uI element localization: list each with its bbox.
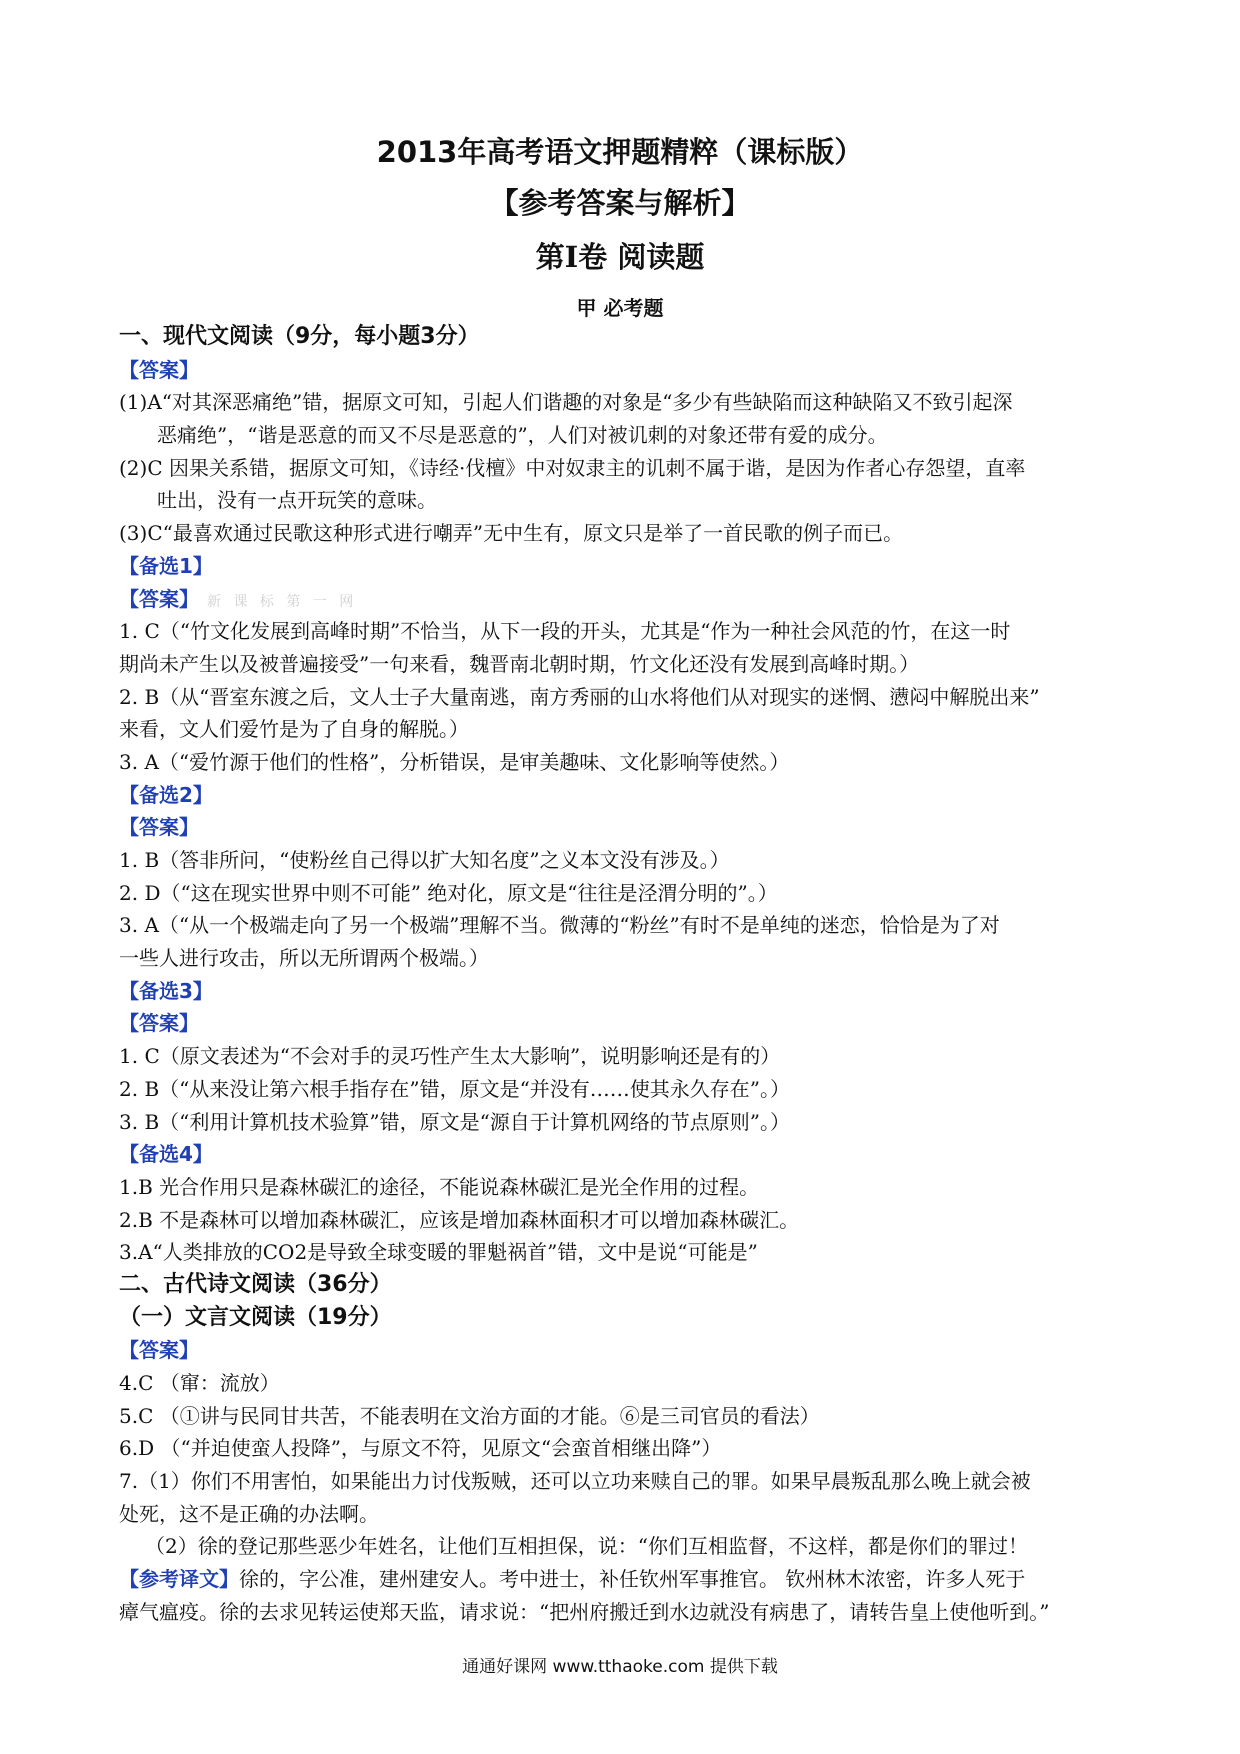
document-title: 2013年高考语文押题精粹（课标版） <box>376 135 864 169</box>
answer-tag <box>119 811 1131 844</box>
line-text: 期尚未产生以及被普遍接受”一句来看，魏晋南北朝时期，竹文化还没有发展到高峰时期。） <box>119 651 920 676</box>
answer-body <box>119 321 1131 1629</box>
section-heading <box>119 321 1131 354</box>
line-text: 来看，文人们爱竹是为了自身的解脱。） <box>119 717 469 742</box>
text-line <box>119 419 1131 452</box>
answer-tag <box>119 1138 1131 1171</box>
line-text: (1)A“对其深恶痛绝”错，据原文可知，引起人们谐趣的对象是“多少有些缺陷而这种缺陷又不致引起深 <box>119 390 1013 415</box>
document-subtitle: 【参考答案与解析】 <box>489 186 751 220</box>
text-line <box>119 1432 1131 1465</box>
text-line <box>119 909 1131 942</box>
line-text: 【备选1】 <box>119 553 213 578</box>
text-line <box>119 484 1131 517</box>
translation-tag: 【参考译文】 <box>119 1567 239 1592</box>
text-line <box>119 1106 1131 1139</box>
line-text: （一）文言文阅读（19分） <box>119 1304 392 1330</box>
text-line <box>119 648 1131 681</box>
line-text: 【备选2】 <box>119 782 213 807</box>
text-line <box>119 1236 1131 1269</box>
text-line <box>119 746 1131 779</box>
line-text: 【答案】 <box>119 586 199 611</box>
text-line <box>119 844 1131 877</box>
line-text: 【答案】 <box>119 357 199 382</box>
line-text: 2. D（“这在现实世界中则不可能” 绝对化，原文是“往往是泾渭分明的”。） <box>119 880 778 905</box>
text-line <box>119 877 1131 910</box>
line-text: 6.D （“并迫使蛮人投降”，与原文不符，见原文“会蛮首相继出降”） <box>119 1436 722 1461</box>
translation-text: 徐的，字公准，建州建安人。考中进士，补任钦州军事推官。 钦州林木浓密，许多人死于 <box>239 1567 1026 1592</box>
part-heading: 甲 必考题 <box>576 296 664 320</box>
text-line <box>119 1530 1131 1563</box>
text-line <box>119 1040 1131 1073</box>
text-line <box>119 1171 1131 1204</box>
watermark-text: 新 课 标 第 一 网 <box>207 593 358 610</box>
text-line <box>119 1367 1131 1400</box>
line-text: 1. C（原文表述为“不会对手的灵巧性产生太大影响”，说明影响还是有的） <box>119 1044 781 1069</box>
line-text: （2）徐的登记那些恶少年姓名，让他们互相担保，说：“你们互相监督，不这样，都是你们的罪过！ <box>145 1534 1028 1559</box>
line-text: 2.B 不是森林可以增加森林碳汇，应该是增加森林面积才可以增加森林碳汇。 <box>119 1207 800 1232</box>
line-text: 一些人进行攻击，所以无所谓两个极端。） <box>119 946 489 971</box>
line-text: 【答案】 <box>119 1338 199 1363</box>
line-text: 恶痛绝”，“谐是恶意的而又不尽是恶意的”，人们对被讥刺的对象还带有爱的成分。 <box>157 423 888 448</box>
line-text: 1.B 光合作用只是森林碳汇的途径，不能说森林碳汇是光全作用的过程。 <box>119 1174 760 1199</box>
text-line <box>119 1073 1131 1106</box>
text-line <box>119 681 1131 714</box>
answer-tag <box>119 354 1131 387</box>
line-text: 瘴气瘟疫。徐的去求见转运使郑天监，请求说：“把州府搬迁到水边就没有病患了，请转告皇上使他听到。” <box>119 1599 1050 1624</box>
text-line <box>119 1498 1131 1531</box>
answer-tag <box>119 1334 1131 1367</box>
text-line <box>119 1400 1131 1433</box>
line-text: 2. B（从“晋室东渡之后，文人士子大量南逃，南方秀丽的山水将他们从对现实的迷惘、懑闷中解脱出来” <box>119 684 1040 709</box>
line-text: 3. B（“利用计算机技术验算”错，原文是“源自于计算机网络的节点原则”。） <box>119 1109 791 1134</box>
line-text: 1. B（答非所问，“使粉丝自己得以扩大知名度”之义本文没有涉及。） <box>119 848 730 872</box>
line-text: 5.C （①讲与民同甘共苦，不能表明在文治方面的才能。⑥是三司官员的看法） <box>119 1403 820 1428</box>
line-text: 二、古代诗文阅读（36分） <box>119 1271 392 1297</box>
line-text: 吐出，没有一点开玩笑的意味。 <box>157 488 437 513</box>
section-heading <box>119 1302 1131 1335</box>
text-line <box>119 713 1131 746</box>
line-text: 1. C（“竹文化发展到高峰时期”不恰当，从下一段的开头，尤其是“作为一种社会风范的竹，在这一时 <box>119 619 1011 644</box>
section-heading <box>119 1269 1131 1302</box>
answer-tag <box>119 550 1131 583</box>
text-line <box>119 517 1131 550</box>
text-line <box>119 1204 1131 1237</box>
volume-heading: 第Ⅰ卷 阅读题 <box>535 240 705 274</box>
text-line <box>119 615 1131 648</box>
answer-tag <box>119 779 1131 812</box>
line-text: 【备选4】 <box>119 1142 213 1167</box>
line-text: 3. A（“从一个极端走向了另一个极端”理解不当。微薄的“粉丝”有时不是单纯的迷恋，恰恰是为了对 <box>119 913 1000 938</box>
line-text: 2. B（“从来没让第六根手指存在”错，原文是“并没有……使其永久存在”。） <box>119 1076 791 1101</box>
answer-tag <box>119 583 1131 616</box>
text-line <box>119 1596 1131 1629</box>
line-text: 处死，这不是正确的办法啊。 <box>119 1501 379 1526</box>
line-text: 7.（1）你们不用害怕，如果能出力讨伐叛贼，还可以立功来赎自己的罪。如果早晨叛乱那么晚上就会被 <box>119 1469 1031 1494</box>
line-text: 3.A“人类排放的CO2是导致全球变暖的罪魁祸首”错，文中是说“可能是” <box>119 1240 758 1265</box>
text-line <box>119 1465 1131 1498</box>
answer-tag <box>119 975 1131 1008</box>
line-text: 3. A（“爱竹源于他们的性格”，分析错误，是审美趣味、文化影响等使然。） <box>119 749 790 774</box>
text-line <box>119 942 1131 975</box>
line-text: 一、现代文阅读（9分，每小题3分） <box>119 324 480 349</box>
line-text: 【备选3】 <box>119 978 213 1003</box>
line-text: 4.C （窜：流放） <box>119 1371 280 1395</box>
line-text: (3)C“最喜欢通过民歌这种形式进行嘲弄”无中生有，原文只是举了一首民歌的例子而已。 <box>119 521 904 546</box>
line-text: (2)C 因果关系错，据原文可知，《诗经·伐檀》中对奴隶主的讥刺不属于谐，是因为作者心存怨望，直率 <box>119 455 1026 480</box>
text-line <box>119 452 1131 485</box>
line-text: 【答案】 <box>119 815 199 840</box>
text-line <box>119 386 1131 419</box>
line-text: 【答案】 <box>119 1011 199 1036</box>
answer-tag <box>119 1007 1131 1040</box>
text-line <box>119 1563 1131 1596</box>
page-footer: 通通好课网 www.tthaoke.com 提供下载 <box>462 1657 778 1677</box>
